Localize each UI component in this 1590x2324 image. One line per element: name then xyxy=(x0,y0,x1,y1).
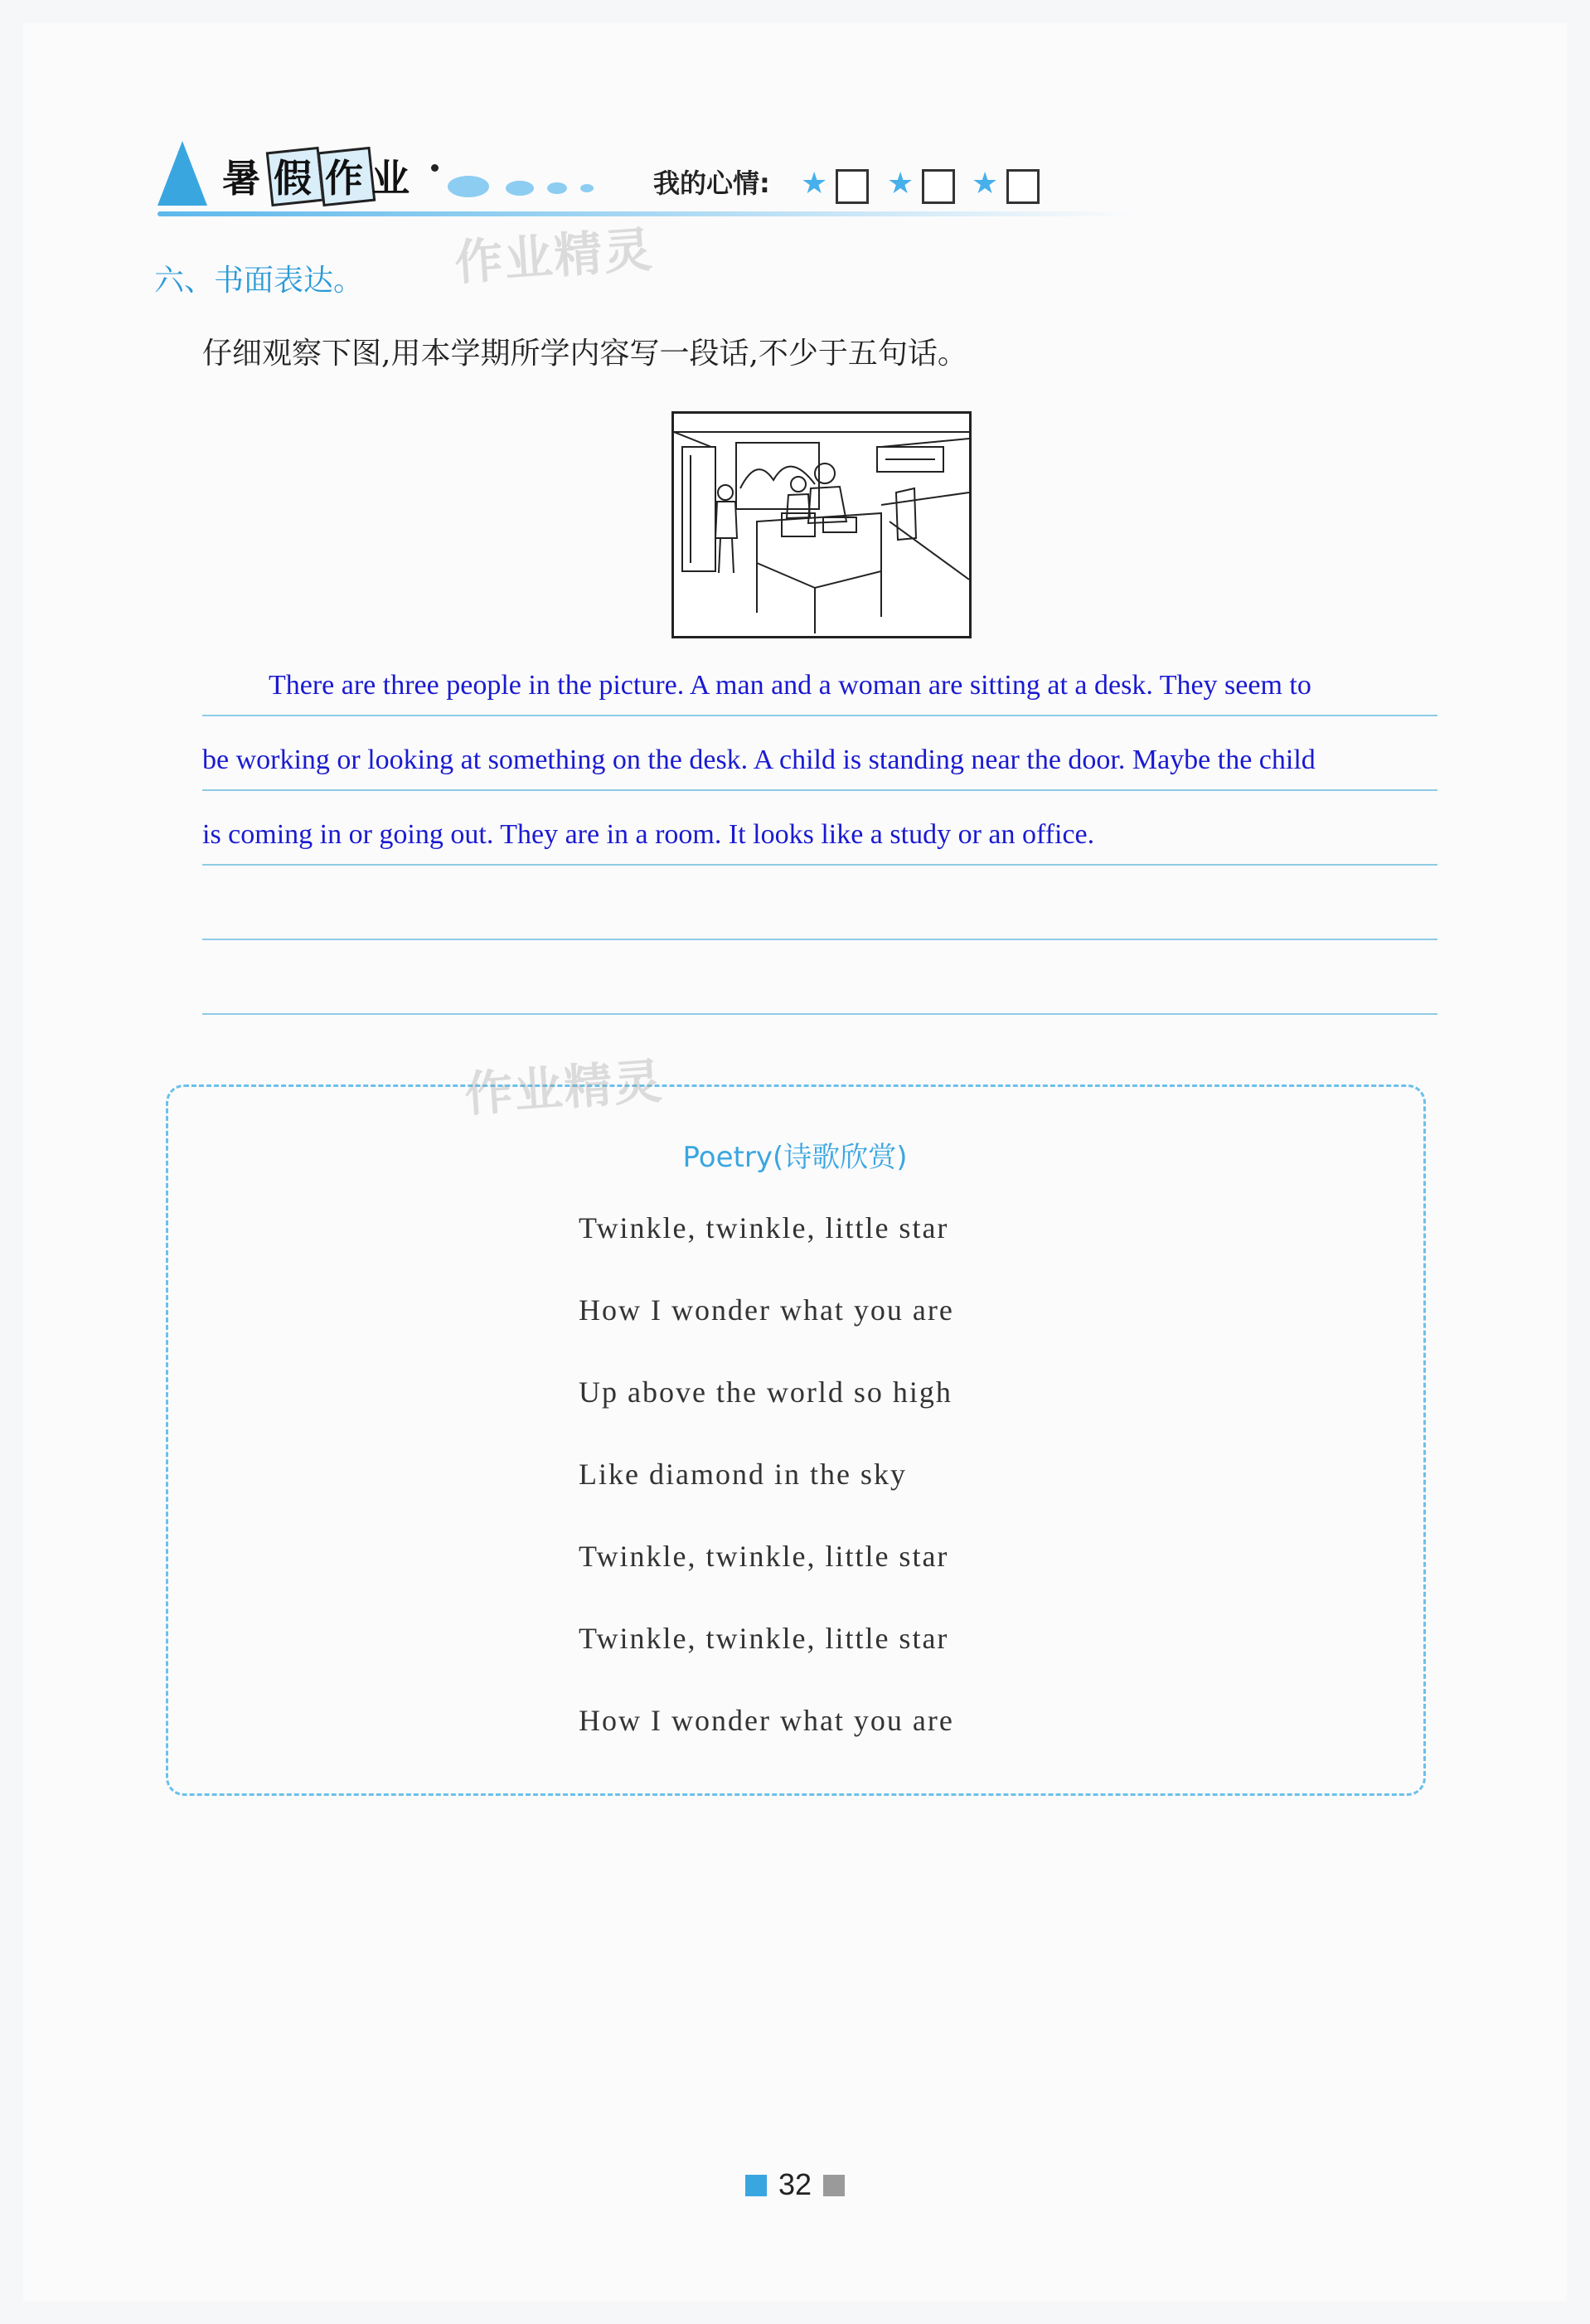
mood-checkbox[interactable] xyxy=(836,169,869,204)
answer-line-3: is coming in or going out. They are in a room. It looks like a study or an office. xyxy=(202,819,1095,850)
office-illustration xyxy=(671,411,972,638)
poetry-title: Poetry(诗歌欣赏) xyxy=(682,1141,908,1174)
poem-line: How I wonder what you are xyxy=(579,1293,954,1327)
instruction-text: 仔细观察下图,用本学期所学内容写一段话,不少于五句话。 xyxy=(202,337,967,371)
office-scene-icon xyxy=(674,414,969,636)
decor-bubble-icon xyxy=(580,184,594,192)
decor-bubble-icon xyxy=(448,176,489,197)
logo-char-1: 暑 xyxy=(222,156,260,201)
star-face-icon: ★ xyxy=(801,167,828,201)
writing-rule xyxy=(202,939,1437,940)
writing-rule xyxy=(202,715,1437,716)
writing-rule xyxy=(202,864,1437,866)
section-title: 六、书面表达。 xyxy=(154,264,364,298)
square-icon xyxy=(745,2175,767,2196)
poem-line: Twinkle, twinkle, little star xyxy=(579,1211,949,1244)
answer-line-1: There are three people in the picture. A man and a woman are sitting at a desk. They seem to xyxy=(269,670,1311,701)
poem-line: Twinkle, twinkle, little star xyxy=(579,1540,949,1573)
poem-line: How I wonder what you are xyxy=(579,1704,954,1737)
decor-bubble-icon xyxy=(547,182,567,194)
logo-char-2: 假 xyxy=(274,156,312,201)
logo-char-4: 业 xyxy=(371,156,410,201)
bullet-dot-icon xyxy=(431,164,439,172)
page-footer xyxy=(0,2167,1590,2202)
writing-rule xyxy=(202,789,1437,791)
writing-rule xyxy=(202,1013,1437,1015)
square-icon xyxy=(823,2175,845,2196)
logo-sail-icon xyxy=(158,141,207,206)
mood-checkbox[interactable] xyxy=(922,169,955,204)
star-face-icon: ★ xyxy=(887,167,914,201)
poem-line: Twinkle, twinkle, little star xyxy=(579,1622,949,1655)
poetry-box xyxy=(166,1084,1426,1796)
decor-bubble-icon xyxy=(506,181,534,196)
mood-checkbox[interactable] xyxy=(1006,169,1040,204)
star-face-icon: ★ xyxy=(972,167,999,201)
logo-char-3: 作 xyxy=(325,156,363,201)
poem-line: Like diamond in the sky xyxy=(579,1458,907,1491)
watermark: 作业精灵 xyxy=(463,1052,666,1123)
answer-line-2: be working or looking at something on the desk. A child is standing near the door. Maybe the child xyxy=(202,745,1316,775)
page-number: 32 xyxy=(778,2167,812,2201)
watermark: 作业精灵 xyxy=(453,221,656,292)
poem-line: Up above the world so high xyxy=(579,1375,953,1409)
mood-label: 我的心情: xyxy=(653,167,770,199)
